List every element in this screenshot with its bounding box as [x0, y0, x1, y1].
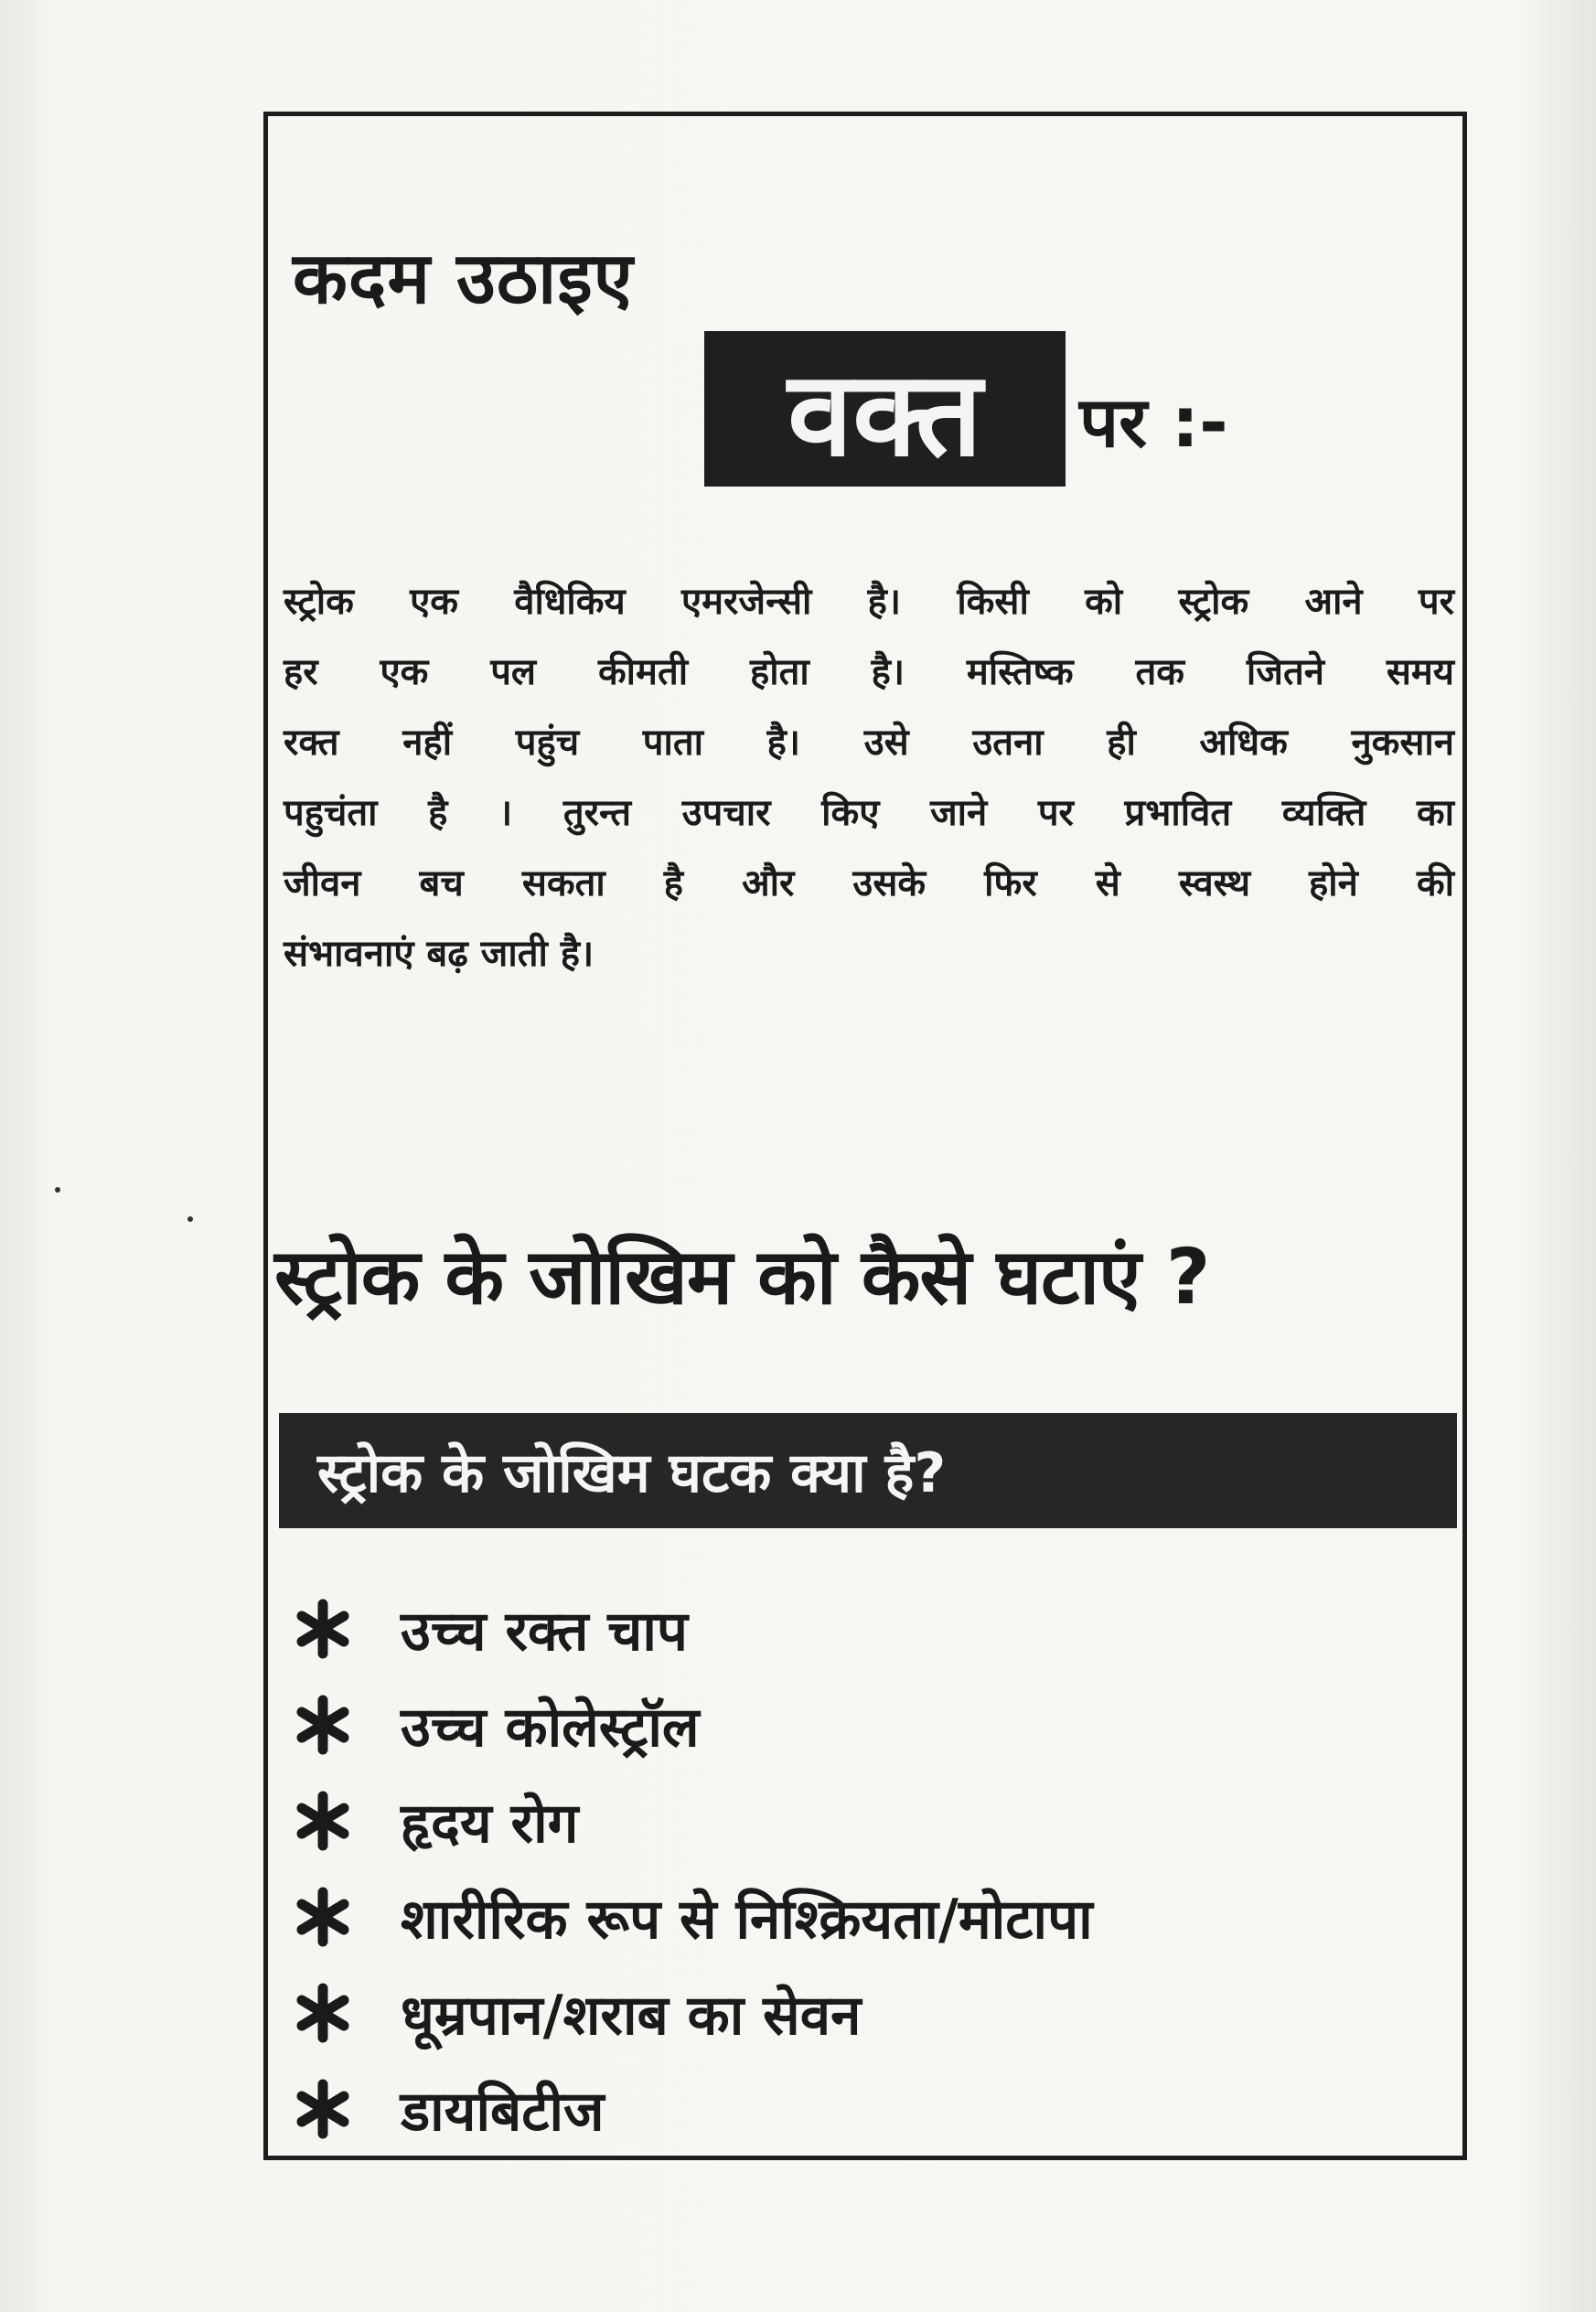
- body-line: स्ट्रोक एक वैधिकिय एमरजेन्सी है। किसी को स्ट्रोक आने पर: [284, 581, 1454, 623]
- risk-factor-label: शारीरिक रूप से निश्क्रियता/मोटापा: [401, 1887, 1093, 1952]
- body-line: जीवन बच सकता है और उसके फिर से स्वस्थ होने की: [284, 862, 1454, 904]
- body-line: पहुचंता है । तुरन्त उपचार किए जाने पर प्रभावित व्यक्ति का: [284, 792, 1454, 834]
- risk-factor-list: [291, 1580, 1462, 2157]
- paper-speck: [187, 1216, 193, 1222]
- risk-factors-banner-text: स्ट्रोक के जोखिम घटक क्या है?: [317, 1441, 947, 1505]
- headline-take-step: कदम उठाइए: [293, 238, 634, 320]
- risk-factors-banner: [279, 1413, 1457, 1528]
- headline-suffix: पर :-: [1079, 381, 1228, 463]
- list-item: [291, 1676, 1462, 1772]
- section-title-reduce-risk: स्ट्रोक के जोखिम को कैसे घटाएं ?: [274, 1232, 1210, 1322]
- risk-factor-label: धूम्रपान/शराब का सेवन: [401, 1983, 862, 2048]
- list-item: [291, 2060, 1462, 2157]
- list-item: [291, 1580, 1462, 1676]
- body-paragraph: [284, 567, 1454, 990]
- risk-factor-label: उच्च कोलेस्ट्रॉल: [401, 1695, 700, 1760]
- list-item: [291, 1868, 1462, 1964]
- asterisk-star-icon: [291, 1789, 355, 1853]
- body-line: हर एक पल कीमती होता है। मस्तिष्क तक जितने समय: [284, 651, 1454, 693]
- risk-factor-label: हृदय रोग: [401, 1791, 579, 1856]
- asterisk-star-icon: [291, 1885, 355, 1949]
- body-line: रक्त नहीं पहुंच पाता है। उसे उतना ही अधिक नुकसान: [284, 722, 1454, 764]
- list-item: [291, 1964, 1462, 2060]
- body-line: संभावनाएं बढ़ जाती है।: [284, 933, 594, 975]
- list-item: [291, 1772, 1462, 1868]
- asterisk-star-icon: [291, 1693, 355, 1757]
- risk-factor-label: उच्च रक्त चाप: [401, 1599, 688, 1664]
- asterisk-star-icon: [291, 2077, 355, 2141]
- paper-speck: [55, 1187, 60, 1193]
- asterisk-star-icon: [291, 1981, 355, 2045]
- risk-factor-label: डायबिटीज: [401, 2079, 605, 2144]
- headline-time-highlight: वक्त: [704, 331, 1066, 487]
- asterisk-star-icon: [291, 1597, 355, 1661]
